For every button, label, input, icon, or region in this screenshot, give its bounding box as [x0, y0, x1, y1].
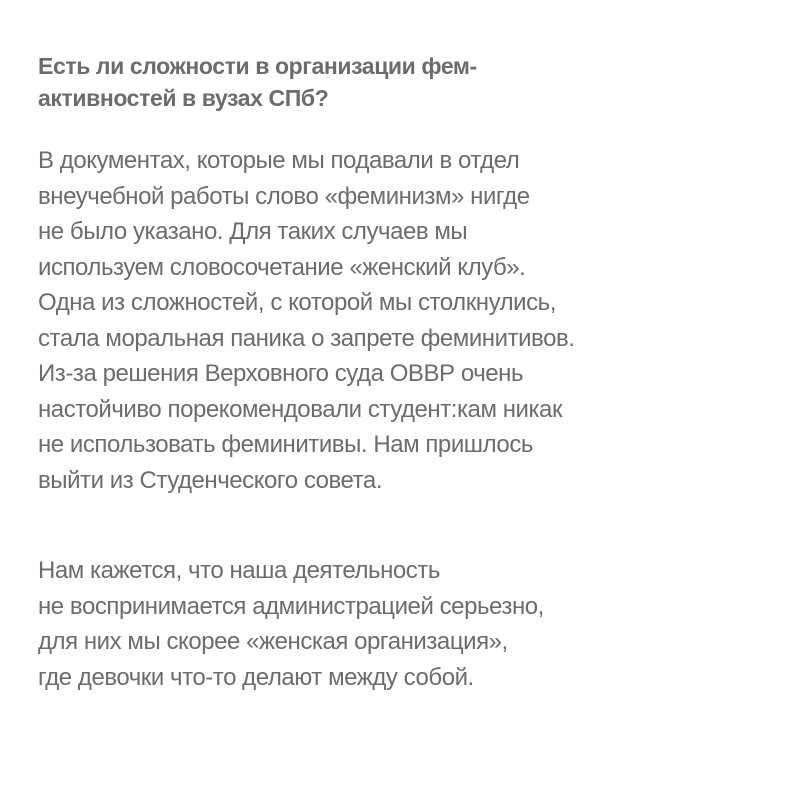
paragraph-line: где девочки что-то делают между собой.	[38, 663, 474, 691]
paragraph-line: не было указано. Для таких случаев мы	[38, 218, 468, 245]
article	[38, 50, 778, 691]
heading-line: активностей в вузах СПб?	[38, 85, 329, 111]
paragraph-line: не использовать феминитивы. Нам пришлось	[38, 431, 533, 458]
paragraph-line: Одна из сложностей, с которой мы столкнулись,	[38, 289, 556, 316]
paragraph-line: внеучебной работы слово «феминизм» нигде	[38, 182, 530, 210]
paragraph-line: Нам кажется, что наша деятельность	[38, 557, 440, 584]
paragraph-line: настойчиво порекомендовали студент:кам никак	[38, 395, 563, 423]
paragraph-line: Из-за решения Верховного суда ОВВР очень	[38, 360, 524, 387]
paragraph-line: не воспринимается администрацией серьезно,	[38, 592, 544, 620]
paragraph-line: стала моральная паника о запрете феминитивов.	[38, 324, 575, 352]
paragraph-line: используем словосочетание «женский клуб».	[38, 253, 526, 281]
paragraph-line: В документах, которые мы подавали в отдел	[38, 147, 520, 174]
paragraph-line: выйти из Студенческого совета.	[38, 466, 383, 494]
paragraph-line: для них мы скорее «женская организация»,	[38, 628, 508, 655]
question-heading	[38, 50, 778, 114]
answer-paragraph-2	[38, 553, 544, 695]
answer-paragraph-1	[38, 143, 575, 498]
heading-line: Есть ли сложности в организации фем-	[38, 53, 477, 79]
